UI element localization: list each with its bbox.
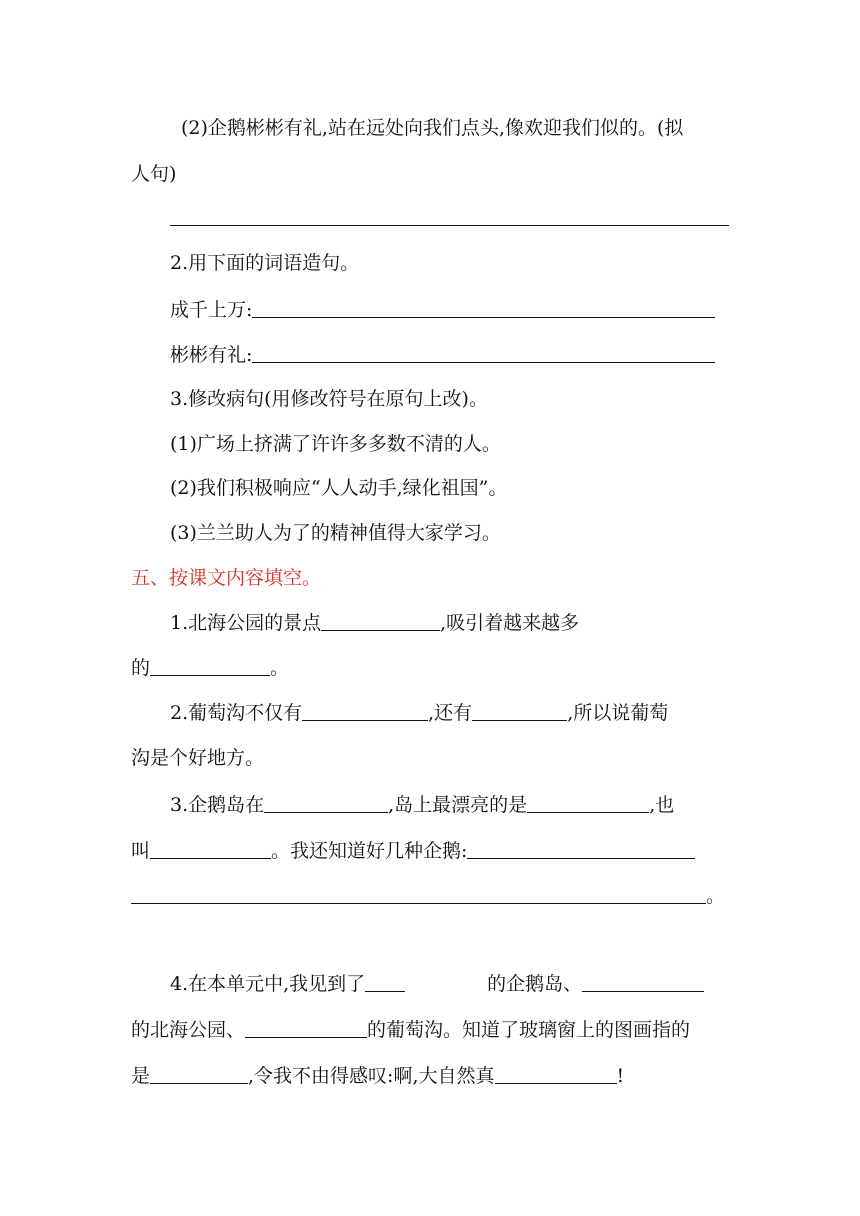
s5-q3-text-f: 。 [706, 885, 726, 907]
s5-q4-blank-2[interactable] [582, 973, 704, 992]
s5-q3-line1 [170, 793, 674, 817]
q2-word2 [170, 343, 715, 367]
q1-2-text-b: 人句) [131, 163, 177, 185]
s5-q3-text-d: 叫 [131, 840, 151, 862]
s5-q3-text-e: 。我还知道好几种企鹅: [271, 840, 468, 862]
s5-q4-text-d: 的葡萄沟。知道了玻璃窗上的图画指的 [367, 1019, 691, 1041]
s5-q2-text-a: 2.葡萄沟不仅有 [170, 702, 303, 724]
s5-q3-blank-5[interactable] [131, 885, 706, 904]
q1-2-text-a: (2)企鹅彬彬有礼,站在远处向我们点头,像欢迎我们似的。(拟 [181, 117, 684, 139]
s5-q3-blank-2[interactable] [527, 794, 649, 813]
s5-q1-text-b: ,吸引着越来越多 [440, 612, 580, 634]
s5-q3-text-c: ,也 [649, 794, 675, 816]
q1-2-answer-line[interactable] [170, 225, 729, 226]
s5-q4-text-c: 的北海公园、 [131, 1019, 246, 1041]
s5-q1-line1 [170, 611, 579, 635]
q2-word1-answer-line[interactable] [252, 299, 715, 318]
s5-q1-text-a: 1.北海公园的景点 [170, 612, 322, 634]
s5-q1-text-d: 。 [270, 657, 290, 679]
s5-q2-blank-1[interactable] [302, 702, 428, 721]
q3-item-2: (2)我们积极响应“人人动手,绿化祖国”。 [170, 477, 508, 499]
section5-heading: 五、按课文内容填空。 [131, 567, 322, 589]
s5-q4-line1 [170, 972, 704, 996]
s5-q4-line2 [131, 1018, 690, 1042]
q2-word1-label: 成千上万: [170, 299, 253, 321]
s5-q2-blank-2[interactable] [472, 702, 567, 721]
s5-q3-text-b: ,岛上最漂亮的是 [388, 794, 528, 816]
q3-title: 3.修改病句(用修改符号在原句上改)。 [170, 388, 488, 410]
s5-q3-blank-3[interactable] [150, 840, 271, 859]
s5-q1-blank-1[interactable] [321, 612, 440, 631]
q2-word2-answer-line[interactable] [252, 344, 715, 363]
s5-q1-line2 [131, 656, 289, 680]
q3-item-1: (1)广场上挤满了许许多多数不清的人。 [170, 433, 501, 455]
s5-q3-blank-1[interactable] [264, 794, 388, 813]
q3-item-3: (3)兰兰助人为了的精神值得大家学习。 [170, 522, 501, 544]
s5-q1-blank-2[interactable] [150, 657, 270, 676]
s5-q2-line1 [170, 701, 668, 725]
s5-q4-blank-5[interactable] [495, 1065, 617, 1084]
s5-q3-line3 [131, 884, 725, 908]
s5-q3-text-a: 3.企鹅岛在 [170, 794, 265, 816]
s5-q4-blank-4[interactable] [150, 1065, 248, 1084]
s5-q2-text-b: ,还有 [428, 702, 473, 724]
q2-word1 [170, 298, 715, 322]
s5-q4-text-b: 的企鹅岛、 [487, 973, 583, 995]
s5-q4-text-g: ! [616, 1065, 625, 1087]
s5-q4-blank-3[interactable] [245, 1019, 367, 1038]
s5-q1-text-c: 的 [131, 657, 151, 679]
q2-title: 2.用下面的词语造句。 [170, 252, 360, 274]
q2-word2-label: 彬彬有礼: [170, 344, 253, 366]
s5-q4-line3 [131, 1064, 624, 1088]
s5-q4-text-a: 4.在本单元中,我见到了 [170, 973, 366, 995]
s5-q4-text-e: 是 [131, 1065, 151, 1087]
s5-q4-blank-1[interactable] [365, 973, 405, 992]
s5-q3-blank-4[interactable] [467, 840, 695, 859]
s5-q2-line2: 沟是个好地方。 [131, 747, 265, 769]
s5-q2-text-c: ,所以说葡萄 [567, 702, 669, 724]
s5-q4-text-f: ,令我不由得感叹:啊,大自然真 [248, 1065, 495, 1087]
s5-q3-line2 [131, 839, 695, 863]
